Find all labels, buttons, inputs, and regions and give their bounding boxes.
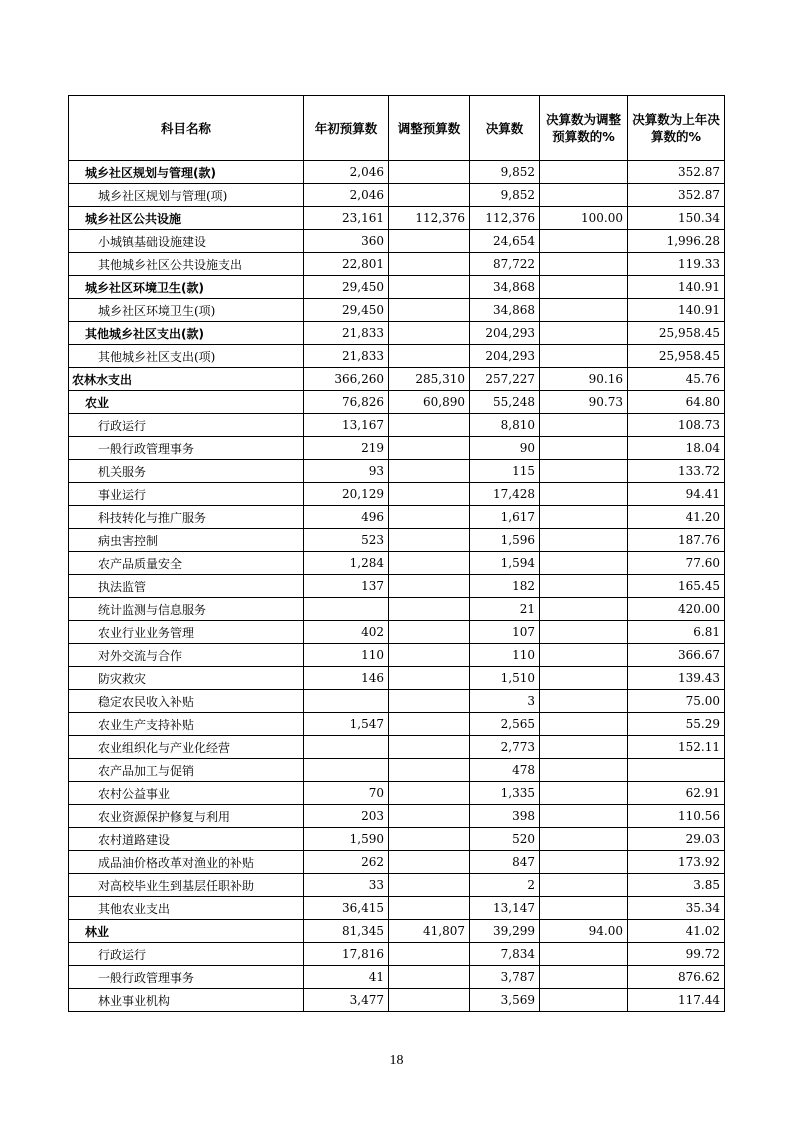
cell-initial-budget: 21,833 bbox=[304, 322, 389, 345]
table-row bbox=[69, 391, 725, 414]
cell-initial-budget: 76,826 bbox=[304, 391, 389, 414]
table-row bbox=[69, 828, 725, 851]
cell-pct-of-adjusted: 100.00 bbox=[540, 207, 628, 230]
cell-initial-budget: 1,547 bbox=[304, 713, 389, 736]
cell-initial-budget: 360 bbox=[304, 230, 389, 253]
table-row bbox=[69, 437, 725, 460]
cell-initial-budget: 93 bbox=[304, 460, 389, 483]
cell-pct-of-last-year: 108.73 bbox=[628, 414, 725, 437]
cell-adjusted-budget bbox=[389, 299, 470, 322]
table-row bbox=[69, 506, 725, 529]
cell-name: 农村公益事业 bbox=[69, 782, 304, 805]
cell-pct-of-last-year: 94.41 bbox=[628, 483, 725, 506]
cell-adjusted-budget bbox=[389, 690, 470, 713]
cell-name: 其他城乡社区支出(项) bbox=[69, 345, 304, 368]
header-pct-of-adjusted: 决算数为调整预算数的% bbox=[540, 96, 628, 161]
table-row bbox=[69, 253, 725, 276]
cell-initial-budget: 22,801 bbox=[304, 253, 389, 276]
cell-pct-of-last-year: 133.72 bbox=[628, 460, 725, 483]
cell-name: 城乡社区规划与管理(款) bbox=[69, 161, 304, 184]
cell-name: 一般行政管理事务 bbox=[69, 966, 304, 989]
budget-table bbox=[68, 95, 725, 1012]
cell-pct-of-last-year: 29.03 bbox=[628, 828, 725, 851]
cell-final-account: 115 bbox=[470, 460, 540, 483]
cell-pct-of-last-year: 150.34 bbox=[628, 207, 725, 230]
cell-pct-of-adjusted bbox=[540, 828, 628, 851]
cell-pct-of-adjusted bbox=[540, 414, 628, 437]
cell-final-account: 34,868 bbox=[470, 299, 540, 322]
cell-pct-of-last-year: 352.87 bbox=[628, 161, 725, 184]
cell-final-account: 55,248 bbox=[470, 391, 540, 414]
cell-initial-budget: 110 bbox=[304, 644, 389, 667]
table-row bbox=[69, 184, 725, 207]
cell-final-account: 257,227 bbox=[470, 368, 540, 391]
cell-initial-budget: 219 bbox=[304, 437, 389, 460]
cell-pct-of-adjusted bbox=[540, 598, 628, 621]
header-pct-of-last-year: 决算数为上年决算数的% bbox=[628, 96, 725, 161]
cell-initial-budget: 23,161 bbox=[304, 207, 389, 230]
cell-pct-of-last-year: 62.91 bbox=[628, 782, 725, 805]
table-row bbox=[69, 483, 725, 506]
cell-final-account: 17,428 bbox=[470, 483, 540, 506]
cell-initial-budget: 1,284 bbox=[304, 552, 389, 575]
cell-pct-of-adjusted bbox=[540, 230, 628, 253]
cell-final-account: 3,569 bbox=[470, 989, 540, 1012]
cell-pct-of-adjusted bbox=[540, 989, 628, 1012]
cell-pct-of-adjusted bbox=[540, 851, 628, 874]
table-header-row bbox=[69, 96, 725, 161]
table-row bbox=[69, 805, 725, 828]
cell-final-account: 478 bbox=[470, 759, 540, 782]
cell-name: 农业组织化与产业化经营 bbox=[69, 736, 304, 759]
cell-pct-of-adjusted bbox=[540, 782, 628, 805]
cell-pct-of-last-year: 35.34 bbox=[628, 897, 725, 920]
cell-initial-budget bbox=[304, 598, 389, 621]
cell-name: 机关服务 bbox=[69, 460, 304, 483]
table-row bbox=[69, 161, 725, 184]
table-row bbox=[69, 920, 725, 943]
header-final-account: 决算数 bbox=[470, 96, 540, 161]
cell-pct-of-last-year: 64.80 bbox=[628, 391, 725, 414]
cell-initial-budget: 81,345 bbox=[304, 920, 389, 943]
cell-name: 病虫害控制 bbox=[69, 529, 304, 552]
cell-pct-of-adjusted bbox=[540, 966, 628, 989]
table-row bbox=[69, 897, 725, 920]
table-row bbox=[69, 230, 725, 253]
cell-pct-of-last-year: 45.76 bbox=[628, 368, 725, 391]
cell-final-account: 1,335 bbox=[470, 782, 540, 805]
cell-adjusted-budget bbox=[389, 506, 470, 529]
cell-final-account: 2,773 bbox=[470, 736, 540, 759]
cell-pct-of-adjusted bbox=[540, 759, 628, 782]
cell-initial-budget: 33 bbox=[304, 874, 389, 897]
cell-final-account: 182 bbox=[470, 575, 540, 598]
cell-name: 城乡社区环境卫生(款) bbox=[69, 276, 304, 299]
cell-name: 稳定农民收入补贴 bbox=[69, 690, 304, 713]
cell-adjusted-budget bbox=[389, 276, 470, 299]
header-initial-budget: 年初预算数 bbox=[304, 96, 389, 161]
cell-final-account: 24,654 bbox=[470, 230, 540, 253]
cell-final-account: 90 bbox=[470, 437, 540, 460]
table-row bbox=[69, 851, 725, 874]
cell-initial-budget: 36,415 bbox=[304, 897, 389, 920]
cell-final-account: 1,510 bbox=[470, 667, 540, 690]
cell-name: 其他农业支出 bbox=[69, 897, 304, 920]
cell-final-account: 87,722 bbox=[470, 253, 540, 276]
cell-initial-budget: 523 bbox=[304, 529, 389, 552]
table-row bbox=[69, 759, 725, 782]
cell-name: 城乡社区公共设施 bbox=[69, 207, 304, 230]
cell-adjusted-budget bbox=[389, 322, 470, 345]
cell-pct-of-adjusted bbox=[540, 552, 628, 575]
cell-adjusted-budget bbox=[389, 184, 470, 207]
cell-adjusted-budget bbox=[389, 345, 470, 368]
table-row bbox=[69, 621, 725, 644]
cell-pct-of-adjusted bbox=[540, 483, 628, 506]
cell-initial-budget bbox=[304, 759, 389, 782]
cell-adjusted-budget bbox=[389, 598, 470, 621]
cell-adjusted-budget bbox=[389, 437, 470, 460]
cell-final-account: 204,293 bbox=[470, 322, 540, 345]
cell-pct-of-adjusted bbox=[540, 529, 628, 552]
cell-pct-of-last-year: 3.85 bbox=[628, 874, 725, 897]
cell-adjusted-budget bbox=[389, 621, 470, 644]
cell-initial-budget: 17,816 bbox=[304, 943, 389, 966]
table-row bbox=[69, 345, 725, 368]
cell-pct-of-adjusted bbox=[540, 276, 628, 299]
page-number: 18 bbox=[389, 1053, 404, 1068]
cell-adjusted-budget bbox=[389, 529, 470, 552]
cell-pct-of-last-year: 420.00 bbox=[628, 598, 725, 621]
table-row bbox=[69, 276, 725, 299]
table-row bbox=[69, 874, 725, 897]
cell-name: 防灾救灾 bbox=[69, 667, 304, 690]
cell-final-account: 847 bbox=[470, 851, 540, 874]
cell-pct-of-adjusted bbox=[540, 184, 628, 207]
table-row bbox=[69, 966, 725, 989]
cell-name: 对高校毕业生到基层任职补助 bbox=[69, 874, 304, 897]
cell-pct-of-last-year: 119.33 bbox=[628, 253, 725, 276]
cell-pct-of-adjusted: 90.16 bbox=[540, 368, 628, 391]
cell-name: 其他城乡社区公共设施支出 bbox=[69, 253, 304, 276]
cell-pct-of-adjusted bbox=[540, 322, 628, 345]
cell-name: 农业资源保护修复与利用 bbox=[69, 805, 304, 828]
cell-pct-of-last-year: 165.45 bbox=[628, 575, 725, 598]
cell-pct-of-last-year: 77.60 bbox=[628, 552, 725, 575]
cell-pct-of-adjusted bbox=[540, 805, 628, 828]
cell-final-account: 9,852 bbox=[470, 161, 540, 184]
cell-adjusted-budget: 41,807 bbox=[389, 920, 470, 943]
table-row bbox=[69, 644, 725, 667]
cell-initial-budget: 496 bbox=[304, 506, 389, 529]
cell-initial-budget: 262 bbox=[304, 851, 389, 874]
cell-pct-of-last-year: 110.56 bbox=[628, 805, 725, 828]
cell-name: 行政运行 bbox=[69, 943, 304, 966]
cell-pct-of-last-year: 173.92 bbox=[628, 851, 725, 874]
cell-pct-of-last-year: 117.44 bbox=[628, 989, 725, 1012]
cell-pct-of-adjusted bbox=[540, 667, 628, 690]
table-row bbox=[69, 667, 725, 690]
cell-pct-of-adjusted bbox=[540, 943, 628, 966]
cell-pct-of-adjusted: 90.73 bbox=[540, 391, 628, 414]
cell-pct-of-last-year: 1,996.28 bbox=[628, 230, 725, 253]
cell-pct-of-adjusted bbox=[540, 345, 628, 368]
cell-name: 科技转化与推广服务 bbox=[69, 506, 304, 529]
cell-name: 农业 bbox=[69, 391, 304, 414]
cell-final-account: 204,293 bbox=[470, 345, 540, 368]
cell-name: 城乡社区环境卫生(项) bbox=[69, 299, 304, 322]
cell-adjusted-budget bbox=[389, 989, 470, 1012]
cell-adjusted-budget bbox=[389, 736, 470, 759]
cell-initial-budget: 70 bbox=[304, 782, 389, 805]
cell-pct-of-adjusted bbox=[540, 161, 628, 184]
cell-adjusted-budget bbox=[389, 552, 470, 575]
cell-pct-of-last-year: 55.29 bbox=[628, 713, 725, 736]
cell-name: 农产品质量安全 bbox=[69, 552, 304, 575]
cell-final-account: 21 bbox=[470, 598, 540, 621]
cell-adjusted-budget bbox=[389, 828, 470, 851]
cell-initial-budget: 13,167 bbox=[304, 414, 389, 437]
header-name: 科目名称 bbox=[69, 96, 304, 161]
cell-pct-of-last-year: 75.00 bbox=[628, 690, 725, 713]
cell-final-account: 1,617 bbox=[470, 506, 540, 529]
cell-pct-of-last-year: 25,958.45 bbox=[628, 345, 725, 368]
cell-final-account: 520 bbox=[470, 828, 540, 851]
cell-name: 农产品加工与促销 bbox=[69, 759, 304, 782]
table-row bbox=[69, 713, 725, 736]
cell-final-account: 1,596 bbox=[470, 529, 540, 552]
cell-adjusted-budget: 285,310 bbox=[389, 368, 470, 391]
cell-pct-of-adjusted bbox=[540, 690, 628, 713]
cell-adjusted-budget bbox=[389, 414, 470, 437]
cell-name: 行政运行 bbox=[69, 414, 304, 437]
cell-adjusted-budget bbox=[389, 851, 470, 874]
cell-final-account: 110 bbox=[470, 644, 540, 667]
cell-pct-of-last-year: 140.91 bbox=[628, 276, 725, 299]
cell-pct-of-adjusted bbox=[540, 621, 628, 644]
cell-final-account: 8,810 bbox=[470, 414, 540, 437]
cell-final-account: 107 bbox=[470, 621, 540, 644]
cell-initial-budget: 20,129 bbox=[304, 483, 389, 506]
cell-final-account: 7,834 bbox=[470, 943, 540, 966]
cell-adjusted-budget bbox=[389, 161, 470, 184]
cell-adjusted-budget bbox=[389, 874, 470, 897]
cell-pct-of-last-year: 6.81 bbox=[628, 621, 725, 644]
cell-pct-of-adjusted bbox=[540, 506, 628, 529]
cell-name: 一般行政管理事务 bbox=[69, 437, 304, 460]
cell-name: 统计监测与信息服务 bbox=[69, 598, 304, 621]
table-row bbox=[69, 575, 725, 598]
cell-adjusted-budget bbox=[389, 575, 470, 598]
cell-adjusted-budget bbox=[389, 460, 470, 483]
cell-name: 农林水支出 bbox=[69, 368, 304, 391]
table-row bbox=[69, 322, 725, 345]
cell-pct-of-last-year: 152.11 bbox=[628, 736, 725, 759]
cell-pct-of-adjusted bbox=[540, 713, 628, 736]
cell-adjusted-budget bbox=[389, 805, 470, 828]
cell-pct-of-last-year: 18.04 bbox=[628, 437, 725, 460]
cell-adjusted-budget bbox=[389, 943, 470, 966]
cell-initial-budget: 1,590 bbox=[304, 828, 389, 851]
cell-name: 林业 bbox=[69, 920, 304, 943]
cell-adjusted-budget bbox=[389, 782, 470, 805]
table-row bbox=[69, 690, 725, 713]
cell-pct-of-adjusted bbox=[540, 644, 628, 667]
cell-pct-of-last-year: 99.72 bbox=[628, 943, 725, 966]
cell-pct-of-last-year: 140.91 bbox=[628, 299, 725, 322]
cell-final-account: 9,852 bbox=[470, 184, 540, 207]
cell-pct-of-last-year: 352.87 bbox=[628, 184, 725, 207]
cell-initial-budget: 366,260 bbox=[304, 368, 389, 391]
table-row bbox=[69, 989, 725, 1012]
cell-adjusted-budget bbox=[389, 759, 470, 782]
cell-initial-budget: 137 bbox=[304, 575, 389, 598]
cell-initial-budget bbox=[304, 690, 389, 713]
cell-name: 农村道路建设 bbox=[69, 828, 304, 851]
cell-adjusted-budget: 60,890 bbox=[389, 391, 470, 414]
cell-name: 城乡社区规划与管理(项) bbox=[69, 184, 304, 207]
cell-initial-budget: 41 bbox=[304, 966, 389, 989]
cell-pct-of-last-year: 41.20 bbox=[628, 506, 725, 529]
cell-pct-of-last-year: 139.43 bbox=[628, 667, 725, 690]
table-row bbox=[69, 943, 725, 966]
cell-pct-of-last-year: 876.62 bbox=[628, 966, 725, 989]
cell-initial-budget: 2,046 bbox=[304, 184, 389, 207]
table-row bbox=[69, 552, 725, 575]
table-row bbox=[69, 598, 725, 621]
cell-pct-of-adjusted bbox=[540, 299, 628, 322]
table-row bbox=[69, 782, 725, 805]
cell-pct-of-adjusted bbox=[540, 460, 628, 483]
cell-name: 其他城乡社区支出(款) bbox=[69, 322, 304, 345]
table-row bbox=[69, 529, 725, 552]
cell-initial-budget: 3,477 bbox=[304, 989, 389, 1012]
cell-final-account: 34,868 bbox=[470, 276, 540, 299]
cell-adjusted-budget: 112,376 bbox=[389, 207, 470, 230]
cell-adjusted-budget bbox=[389, 897, 470, 920]
cell-initial-budget: 29,450 bbox=[304, 299, 389, 322]
cell-pct-of-adjusted bbox=[540, 575, 628, 598]
cell-adjusted-budget bbox=[389, 713, 470, 736]
cell-name: 执法监管 bbox=[69, 575, 304, 598]
cell-pct-of-last-year: 41.02 bbox=[628, 920, 725, 943]
cell-pct-of-last-year bbox=[628, 759, 725, 782]
cell-adjusted-budget bbox=[389, 966, 470, 989]
cell-name: 农业生产支持补贴 bbox=[69, 713, 304, 736]
cell-initial-budget bbox=[304, 736, 389, 759]
cell-name: 成品油价格改革对渔业的补贴 bbox=[69, 851, 304, 874]
cell-adjusted-budget bbox=[389, 253, 470, 276]
cell-initial-budget: 203 bbox=[304, 805, 389, 828]
cell-pct-of-last-year: 25,958.45 bbox=[628, 322, 725, 345]
cell-adjusted-budget bbox=[389, 483, 470, 506]
table-row bbox=[69, 368, 725, 391]
table-row bbox=[69, 207, 725, 230]
cell-final-account: 13,147 bbox=[470, 897, 540, 920]
table-row bbox=[69, 736, 725, 759]
cell-final-account: 3,787 bbox=[470, 966, 540, 989]
cell-final-account: 2 bbox=[470, 874, 540, 897]
cell-pct-of-adjusted: 94.00 bbox=[540, 920, 628, 943]
cell-pct-of-last-year: 187.76 bbox=[628, 529, 725, 552]
cell-adjusted-budget bbox=[389, 230, 470, 253]
cell-adjusted-budget bbox=[389, 644, 470, 667]
cell-adjusted-budget bbox=[389, 667, 470, 690]
cell-initial-budget: 21,833 bbox=[304, 345, 389, 368]
cell-name: 林业事业机构 bbox=[69, 989, 304, 1012]
table-row bbox=[69, 299, 725, 322]
cell-pct-of-adjusted bbox=[540, 874, 628, 897]
cell-name: 对外交流与合作 bbox=[69, 644, 304, 667]
cell-final-account: 112,376 bbox=[470, 207, 540, 230]
cell-final-account: 3 bbox=[470, 690, 540, 713]
cell-final-account: 398 bbox=[470, 805, 540, 828]
cell-name: 事业运行 bbox=[69, 483, 304, 506]
table-row bbox=[69, 460, 725, 483]
cell-pct-of-adjusted bbox=[540, 897, 628, 920]
cell-initial-budget: 2,046 bbox=[304, 161, 389, 184]
cell-pct-of-adjusted bbox=[540, 253, 628, 276]
cell-initial-budget: 402 bbox=[304, 621, 389, 644]
cell-final-account: 1,594 bbox=[470, 552, 540, 575]
cell-final-account: 2,565 bbox=[470, 713, 540, 736]
table-body bbox=[69, 161, 725, 1012]
cell-initial-budget: 29,450 bbox=[304, 276, 389, 299]
cell-final-account: 39,299 bbox=[470, 920, 540, 943]
cell-pct-of-adjusted bbox=[540, 437, 628, 460]
cell-pct-of-adjusted bbox=[540, 736, 628, 759]
cell-name: 农业行业业务管理 bbox=[69, 621, 304, 644]
header-adjusted-budget: 调整预算数 bbox=[389, 96, 470, 161]
table-row bbox=[69, 414, 725, 437]
cell-pct-of-last-year: 366.67 bbox=[628, 644, 725, 667]
cell-name: 小城镇基础设施建设 bbox=[69, 230, 304, 253]
cell-initial-budget: 146 bbox=[304, 667, 389, 690]
